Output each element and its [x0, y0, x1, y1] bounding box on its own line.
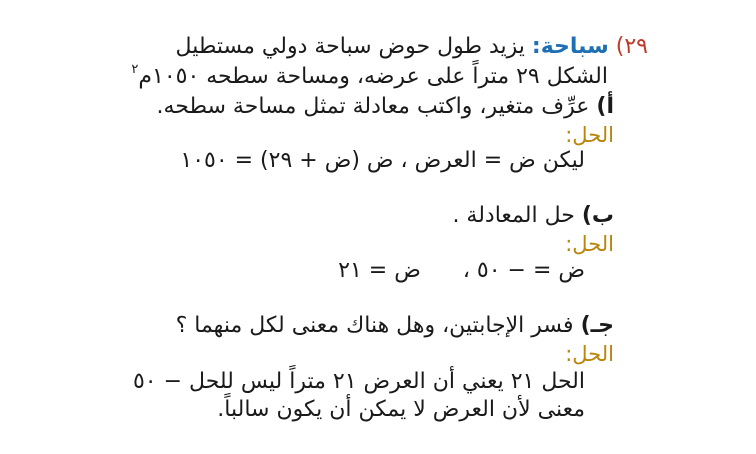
part-a-answer: ليكن ض = العرض ، ض (ض + ٢٩) = ١٠٥٠ — [180, 148, 585, 173]
part-b-answer-1: ض = − ٥٠ ، — [462, 258, 585, 283]
part-b-answer — [0, 256, 756, 286]
problem-text-2: الشكل ٢٩ متراً على عرضه، ومساحة سطحه ١٠٥٠م — [138, 64, 608, 89]
part-a-question — [0, 92, 756, 122]
part-b-text: حل المعادلة . — [452, 203, 575, 228]
part-c-answer-line-2: معنى لأن العرض لا يمكن أن يكون سالباً. — [217, 397, 585, 422]
problem-line-1 — [0, 32, 756, 62]
problem-text-1: يزيد طول حوض سباحة دولي مستطيل — [175, 34, 525, 59]
part-b-question — [0, 201, 756, 231]
part-c-letter: جـ) — [580, 313, 614, 338]
part-c-text: فسر الإجابتين، وهل هناك معنى لكل منهما ؟ — [175, 313, 574, 338]
part-c-question — [0, 311, 756, 341]
part-b-solution-label: الحل: — [565, 232, 614, 256]
part-c-answer-line-1: الحل ٢١ يعني أن العرض ٢١ متراً ليس للحل − ٥٠ — [132, 369, 585, 394]
problem-keyword: سباحة: — [531, 34, 609, 59]
part-c-solution-label: الحل: — [565, 342, 614, 366]
part-b-answer-2: ض = ٢١ — [338, 258, 421, 283]
problem-line-2 — [0, 62, 756, 92]
part-a-letter: أ) — [596, 94, 614, 119]
square-superscript: ٢ — [131, 62, 139, 77]
part-a-text: عرِّف متغير، واكتب معادلة تمثل مساحة سطحه. — [156, 94, 590, 119]
part-b-letter: ب) — [581, 203, 614, 228]
problem-number: ٢٩) — [615, 34, 648, 59]
part-a-solution-label: الحل: — [565, 123, 614, 147]
